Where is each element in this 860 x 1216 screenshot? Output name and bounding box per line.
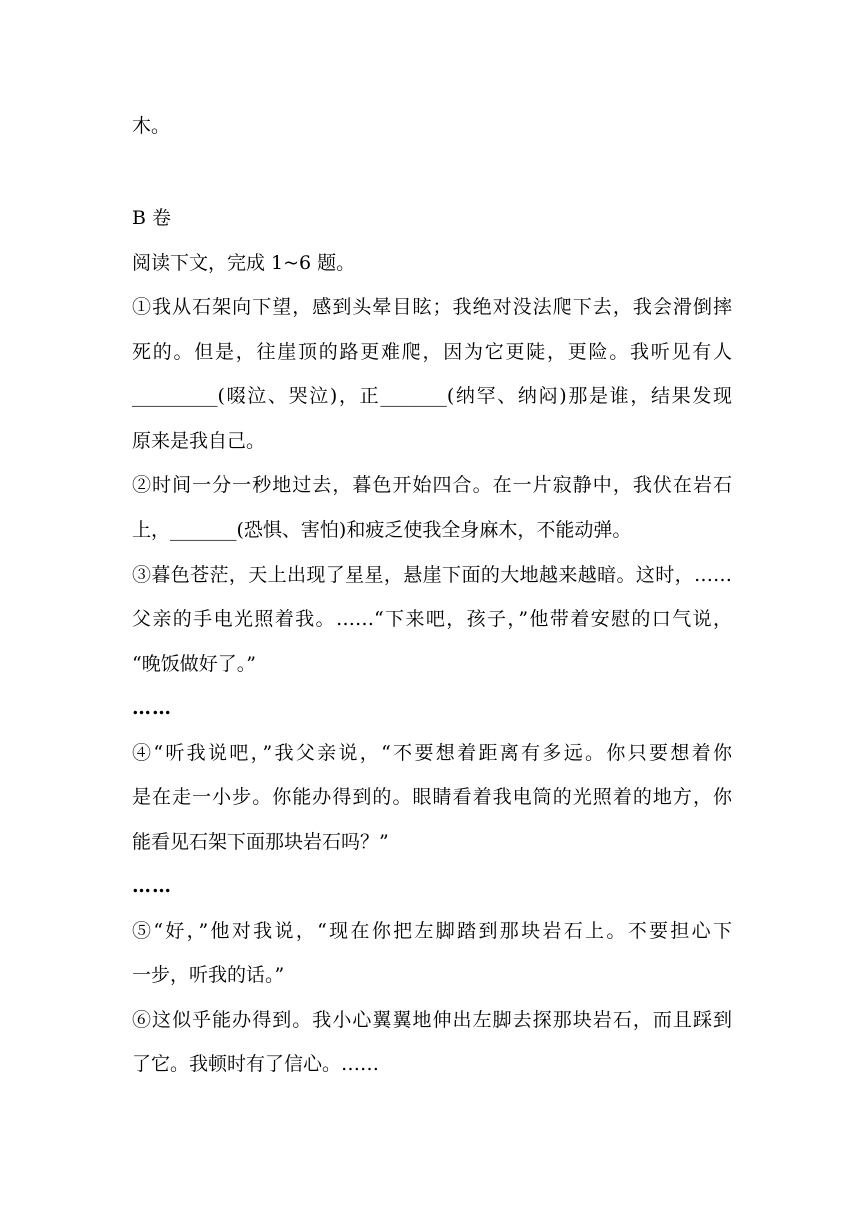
- text-line: 木。: [132, 115, 171, 137]
- paragraph-6-line-2: 了它。我顿时有了信心。……: [132, 1053, 380, 1075]
- paragraph-6-line-1: ⑥这似乎能办得到。我小心翼翼地伸出左脚去探那块岩石，而且踩到: [132, 1009, 732, 1031]
- paragraph-5-line-1: ⑤“好，”他对我说，“现在你把左脚踏到那块岩石上。不要担心下: [132, 920, 732, 942]
- paragraph-3-line-1: ③暮色苍茫，天上出现了星星，悬崖下面的大地越来越暗。这时，……: [132, 564, 732, 586]
- paragraph-2-line-1: ②时间一分一秒地过去，暮色开始四合。在一片寂静中，我伏在岩石: [132, 474, 732, 496]
- paragraph-4-line-3: 能看见石架下面那块岩石吗？”: [132, 831, 389, 853]
- paragraph-1-line-1: ①我从石架向下望，感到头晕目眩；我绝对没法爬下去，我会滑倒摔: [132, 296, 732, 318]
- paragraph-1-line-3: _________(啜泣、哭泣)，正_______(纳罕、纳闷)那是谁，结果发现: [132, 385, 732, 407]
- ellipsis-line: ……: [132, 875, 172, 897]
- ellipsis-line: ……: [132, 697, 172, 719]
- paragraph-4-line-2: 是在走一小步。你能办得到的。眼睛看着我电筒的光照着的地方，你: [132, 786, 732, 808]
- paragraph-4-line-1: ④“听我说吧，”我父亲说，“不要想着距离有多远。你只要想着你: [132, 742, 732, 764]
- paragraph-5-line-2: 一步，听我的话。”: [132, 964, 285, 986]
- instruction-line: 阅读下文，完成 1~6 题。: [132, 252, 356, 274]
- paragraph-1-line-4: 原来是我自己。: [132, 430, 266, 452]
- paragraph-2-line-2: 上，_______(恐惧、害怕)和疲乏使我全身麻木，不能动弹。: [132, 519, 632, 541]
- paragraph-3-line-2: 父亲的手电光照着我。……“下来吧，孩子，”他带着安慰的口气说，: [132, 608, 732, 630]
- paragraph-1-line-2: 死的。但是，往崖顶的路更难爬，因为它更陡，更险。我听见有人: [132, 341, 732, 363]
- paragraph-3-line-3: “晚饭做好了。”: [132, 653, 256, 675]
- section-heading: B 卷: [132, 207, 172, 229]
